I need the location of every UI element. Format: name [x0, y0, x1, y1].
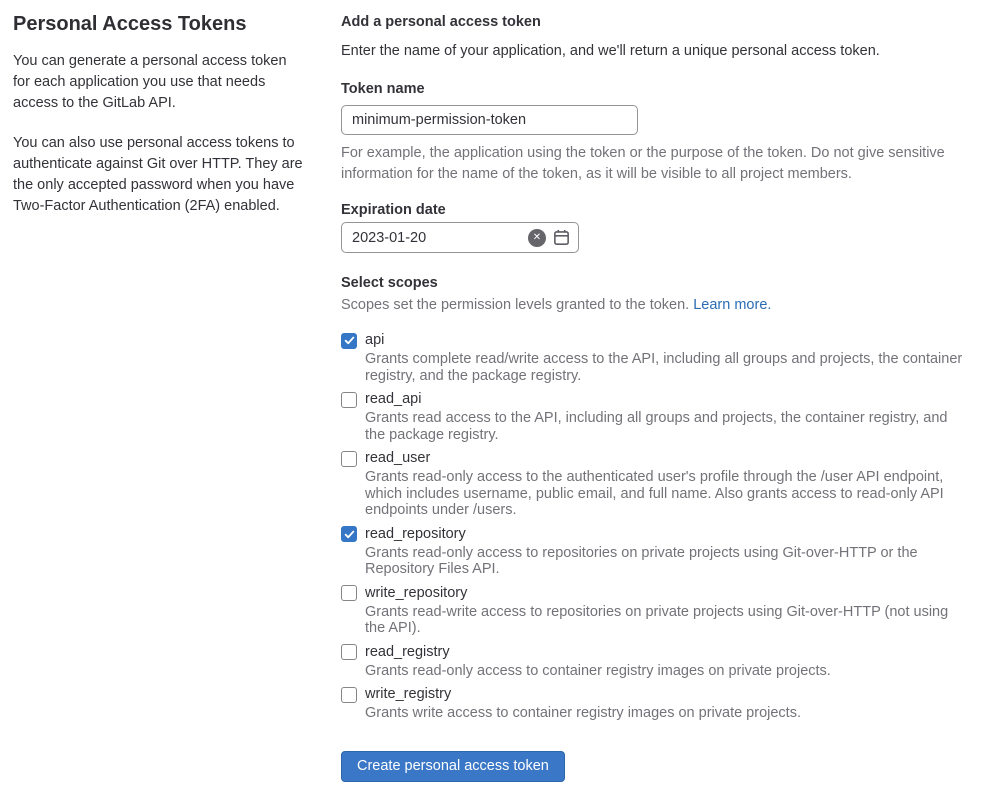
scope-name[interactable]: read_repository: [365, 525, 466, 542]
scope-description: Grants complete read/write access to the API, including all groups and projects, the container registry, and the package registry.: [365, 351, 963, 384]
scope-name[interactable]: write_repository: [365, 584, 468, 601]
expiration-date-label: Expiration date: [341, 202, 446, 218]
scope-item: [341, 583, 963, 637]
scope-checkbox[interactable]: [341, 333, 357, 349]
learn-more-link[interactable]: Learn more.: [693, 297, 772, 313]
scope-name[interactable]: read_user: [365, 450, 431, 466]
scope-item: [341, 330, 963, 384]
token-name-input[interactable]: [341, 105, 638, 135]
create-token-button[interactable]: Create personal access token: [341, 751, 565, 782]
scope-name[interactable]: read_api: [365, 391, 422, 407]
scope-item: [341, 389, 963, 443]
scope-description: Grants read access to the API, including all groups and projects, the container registry, and the package registry.: [365, 410, 948, 443]
scope-name[interactable]: write_registry: [365, 686, 452, 702]
scope-description: Grants read-only access to repositories on private projects using Git-over-HTTP or the Repository Files API.: [365, 544, 918, 577]
scope-item: [341, 448, 963, 519]
scopes-description-text: Scopes set the permission levels granted to the token.: [341, 297, 690, 313]
settings-section-description: [13, 12, 318, 782]
form-description: Enter the name of your application, and we'll return a unique personal access token.: [341, 43, 880, 59]
scope-description: Grants read-only access to the authenticated user's profile through the /user API endpoint, which includes username, public email, and full name. Also grants access to read-only API endpoints under /users.: [365, 469, 944, 518]
intro-paragraph-2: You can also use personal access tokens to authenticate against Git over HTTP. They are the only accepted password when you have Two-Factor Authentication (2FA) enabled.: [13, 135, 303, 214]
scope-item: [341, 642, 963, 680]
expiration-date-input[interactable]: [342, 230, 528, 246]
scopes-list: [341, 330, 963, 722]
scope-name[interactable]: api: [365, 332, 385, 348]
scope-checkbox[interactable]: [341, 644, 357, 660]
scope-description: Grants write access to container registry images on private projects.: [365, 705, 801, 721]
scope-checkbox[interactable]: [341, 392, 357, 408]
scope-item: [341, 684, 963, 722]
scope-description: Grants read-only access to container registry images on private projects.: [365, 662, 831, 679]
add-token-form: [318, 12, 963, 782]
checkmark-icon: [344, 529, 355, 540]
token-name-label: Token name: [341, 81, 425, 97]
calendar-icon[interactable]: [553, 229, 570, 246]
scope-description: Grants read-write access to repositories on private projects using Git-over-HTTP (not using the API).: [365, 603, 949, 636]
scope-name[interactable]: read_registry: [365, 643, 450, 660]
token-name-help: For example, the application using the token or the purpose of the token. Do not give sensitive information for the name of the token, as it will be visible to all project members.: [341, 145, 945, 182]
clear-date-icon[interactable]: ✕: [528, 229, 546, 247]
scope-checkbox[interactable]: [341, 687, 357, 703]
scopes-description: [341, 295, 963, 316]
intro-paragraph-1: You can generate a personal access token for each application you use that needs access to the GitLab API.: [13, 53, 287, 111]
scope-checkbox[interactable]: [341, 585, 357, 601]
form-heading: Add a personal access token: [341, 14, 541, 30]
scope-checkbox[interactable]: [341, 526, 357, 542]
scope-checkbox[interactable]: [341, 451, 357, 467]
expiration-date-field[interactable]: [341, 222, 579, 253]
scope-item: [341, 524, 963, 578]
select-scopes-label: Select scopes: [341, 275, 438, 291]
checkmark-icon: [344, 335, 355, 346]
page-title: Personal Access Tokens: [13, 13, 247, 35]
